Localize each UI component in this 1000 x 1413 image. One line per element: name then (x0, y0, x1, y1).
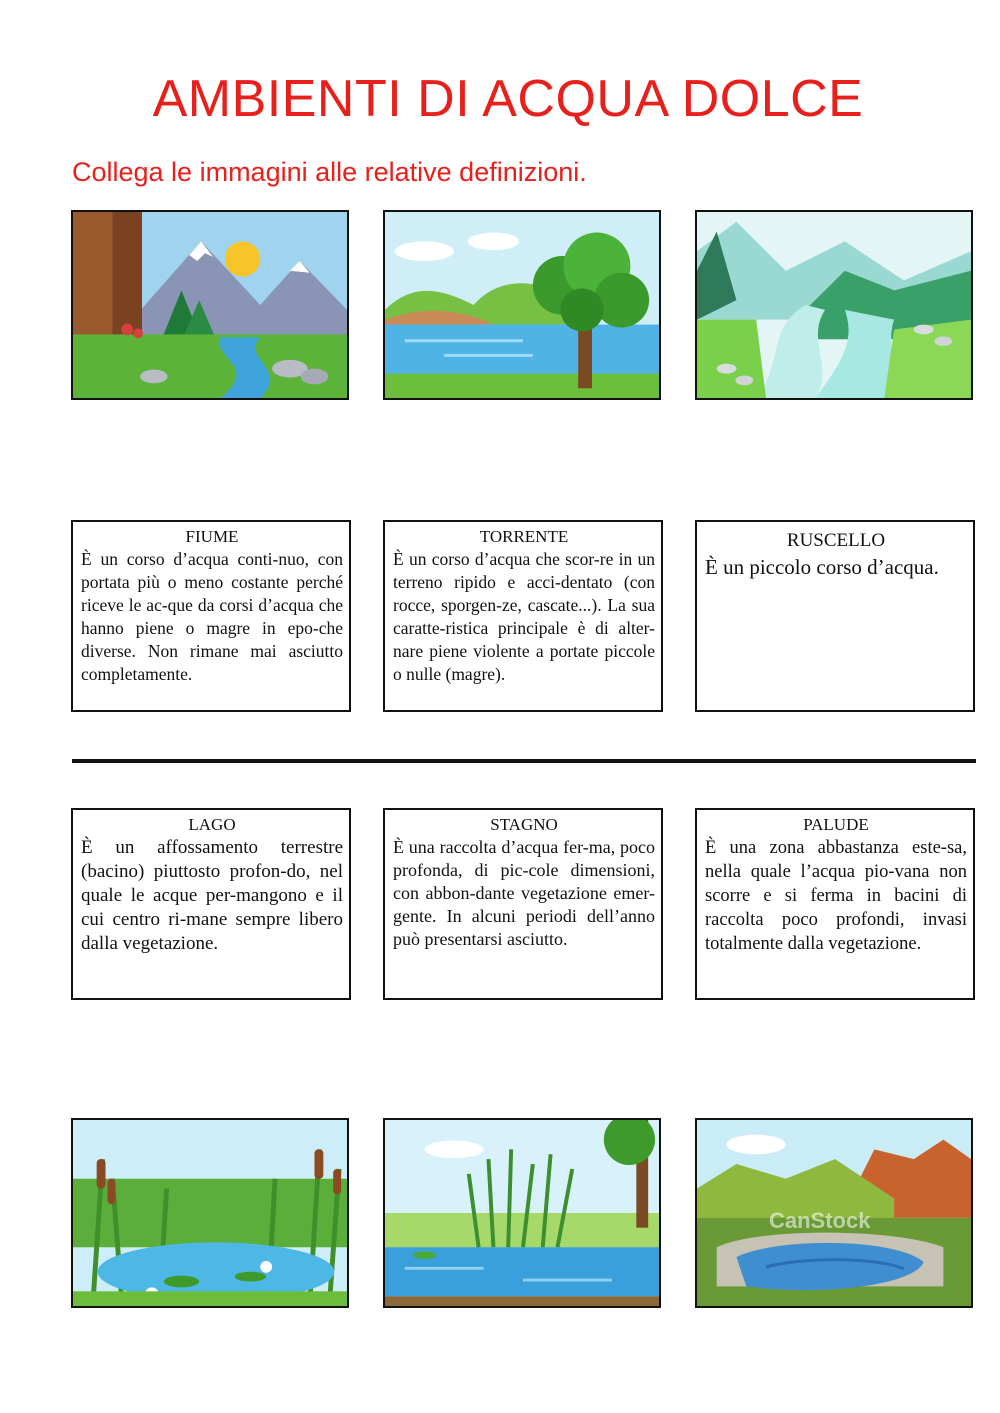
card-text: È un corso d’acqua conti-nuo, con portata più o meno costante perché riceve le ac-que da corsi d’acqua che hanno piene o magre in epo-che diverse. Non rimane mai asciutto completamente. (81, 549, 343, 684)
definition-card-palude[interactable] (695, 808, 975, 1000)
mountain-lake-photo[interactable] (695, 1118, 973, 1308)
card-text: È un corso d’acqua che scor-re in un terreno ripido e acci-dentato (con rocce, sporgen-ze, cascate...). La sua caratte-ristica principale è di alter-nare piene violente a portate piccole o nulle (magre). (393, 549, 655, 684)
definition-card-lago[interactable] (71, 808, 351, 1000)
watermark-text: CanStock (769, 1208, 871, 1233)
pond-reeds-illustration[interactable] (383, 1118, 661, 1308)
definition-card-ruscello[interactable] (695, 520, 975, 712)
alpine-stream-illustration[interactable] (695, 210, 973, 400)
card-title: PALUDE (803, 815, 869, 834)
card-title: STAGNO (490, 815, 558, 834)
card-text: È un piccolo corso d’acqua. (705, 555, 939, 579)
definition-card-stagno[interactable] (383, 808, 663, 1000)
card-title: TORRENTE (479, 527, 569, 546)
instruction-text: Collega le immagini alle relative definizioni. (72, 157, 587, 187)
section-divider (72, 759, 976, 763)
definition-card-torrente[interactable] (383, 520, 663, 712)
definition-card-fiume[interactable] (71, 520, 351, 712)
card-text: È una zona abbastanza este-sa, nella quale l’acqua pio-vana non scorre e si ferma in bacini di raccolta poco profondi, invasi totalmente dalla vegetazione. (705, 838, 967, 954)
mountain-stream-illustration[interactable] (71, 210, 349, 400)
lake-with-tree-illustration[interactable] (383, 210, 661, 400)
card-title: LAGO (188, 815, 236, 834)
page-title: AMBIENTI DI ACQUA DOLCE (152, 70, 864, 128)
card-title: RUSCELLO (786, 530, 886, 551)
card-text: È un affossamento terrestre (bacino) piuttosto profon-do, nel quale le acque per-mangono e il cui centro ri-mane sempre libero dalla vegetazione. (81, 837, 343, 954)
card-text: È una raccolta d’acqua fer-ma, poco profonda, di pic-cole dimensioni, con abbon-dante vegetazione emer-gente. In alcuni periodi dell’anno può presentarsi asciutto. (393, 837, 655, 949)
card-title: FIUME (185, 527, 239, 546)
marsh-cattails-illustration[interactable] (71, 1118, 349, 1308)
